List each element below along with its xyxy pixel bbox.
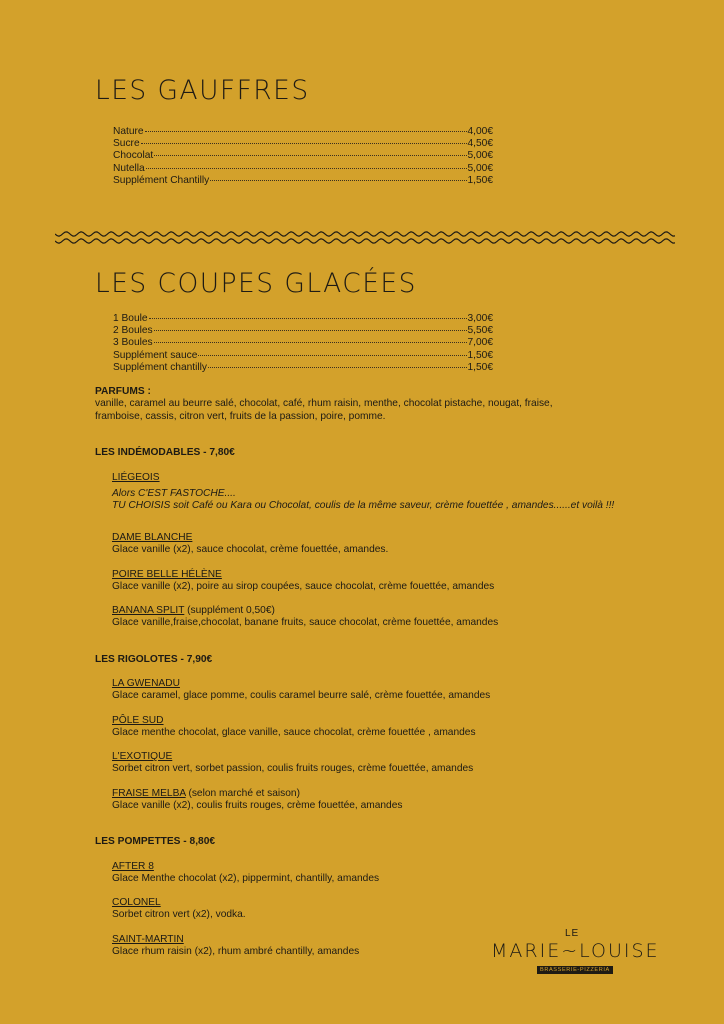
price-value: 5,50€ [467,325,493,337]
menu-item-dame-blanche [112,532,702,556]
parfums-line: vanille, caramel au beurre salé, chocolat, café, rhum raisin, menthe, chocolat pistache, nougat, fraise, [95,398,553,410]
item-name: BANANA SPLIT [112,605,185,616]
menu-item-colonel [112,897,702,921]
item-desc [112,500,702,512]
dot-leader [208,367,466,368]
item-desc: Sorbet citron vert (x2), vodka. [112,909,246,921]
pompettes-title: LES POMPETTES - 8,80€ [95,836,216,847]
item-name: FRAISE MELBA [112,788,186,799]
price-label: Supplément sauce [113,349,198,361]
price-value: 4,00€ [467,126,493,137]
price-row [113,337,493,349]
price-row [113,163,493,175]
item-desc-rest: soit Café ou Kara ou Chocolat, coulis de la même saveur, crème fouettée , amandes......et voilà !!! [170,500,615,512]
price-label: 1 Boule [113,313,148,324]
price-row [113,313,493,325]
item-desc: Glace Menthe chocolat (x2), pippermint, chantilly, amandes [112,873,380,885]
logo-tagline: BRASSERIE-PIZZERIA [537,966,613,974]
menu-item-after-8 [112,861,702,885]
price-value: 7,00€ [467,337,493,349]
parfums-title: PARFUMS : [95,386,151,397]
rigolotes-title: LES RIGOLOTES - 7,90€ [95,654,213,665]
dot-leader [146,168,467,169]
price-value: 5,00€ [467,162,493,174]
item-desc: Glace rhum raisin (x2), rhum ambré chantilly, amandes [112,946,360,958]
parfums-line: framboise, cassis, citron vert, fruits de la passion, poire, pomme. [95,410,386,422]
item-name: SAINT-MARTIN [112,934,184,945]
dot-leader [154,155,466,156]
item-name: POIRE BELLE HÉLÈNE [112,569,222,580]
price-label: Nature [113,126,144,137]
item-extra: (supplément 0,50€) [184,605,275,616]
item-name: LIÉGEOIS [112,472,160,483]
item-desc: Glace vanille (x2), poire au sirop coupées, sauce chocolat, crème fouettée, amandes [112,581,495,593]
price-value: 4,50€ [467,138,493,150]
item-desc: Glace vanille (x2), sauce chocolat, crème fouettée, amandes. [112,544,389,556]
price-row [113,138,493,150]
logo-le: LE [565,928,580,939]
price-row [113,126,493,138]
gauffres-price-list [113,126,493,187]
coupes-heading: LES COUPES GLACÉES [95,268,417,299]
menu-item-exotique [112,751,702,775]
indemodables-title: LES INDÉMODABLES - 7,80€ [95,447,235,458]
dot-leader [210,180,466,181]
item-desc: Alors C'EST FASTOCHE.... [112,488,236,500]
menu-item-poire-belle-helene [112,569,702,593]
price-value: 5,00€ [467,150,493,162]
item-desc: Glace vanille (x2), coulis fruits rouges, crème fouettée, amandes [112,800,403,812]
price-row [113,325,493,337]
coupes-price-list [113,313,493,374]
price-value: 3,00€ [467,313,493,324]
price-label: Nutella [113,162,145,174]
price-value: 1,50€ [467,174,493,186]
dot-leader [141,143,467,144]
menu-item-gwenadu [112,678,702,702]
menu-item-pole-sud [112,715,702,739]
menu-item-liegeois [112,472,702,513]
wave-divider [55,228,675,248]
dot-leader [145,131,467,132]
price-label: Supplément Chantilly [113,174,210,186]
price-label: 3 Boules [113,337,153,349]
price-label: Chocolat [113,150,154,162]
item-extra: (selon marché et saison) [185,788,300,799]
price-value: 1,50€ [467,349,493,361]
item-name: PÔLE SUD [112,715,164,726]
menu-item-fraise-melba [112,788,702,812]
price-row [113,175,493,187]
gauffres-heading: LES GAUFFRES [95,75,310,106]
menu-item-banana-split [112,605,702,629]
price-row [113,150,493,162]
price-label: 2 Boules [113,325,153,337]
item-name: LA GWENADU [112,678,180,689]
price-value: 1,50€ [467,361,493,373]
item-name: DAME BLANCHE [112,532,193,543]
price-label: Supplément chantilly [113,361,208,373]
item-desc: Glace caramel, glace pomme, coulis caramel beurre salé, crème fouettée, amandes [112,690,491,702]
dot-leader [154,330,467,331]
item-name: L'EXOTIQUE [112,751,173,762]
item-desc: Glace vanille,fraise,chocolat, banane fruits, sauce chocolat, crème fouettée, amandes [112,617,499,629]
item-desc-emphasis: TU CHOISIS [112,500,171,512]
item-desc: Glace menthe chocolat, glace vanille, sauce chocolat, crème fouettée , amandes [112,727,476,739]
restaurant-logo [486,928,666,978]
menu-item-saint-martin [112,934,472,958]
price-label: Sucre [113,138,140,150]
item-desc: Sorbet citron vert, sorbet passion, coulis fruits rouges, crème fouettée, amandes [112,763,474,775]
logo-wordmark: MARIE~LOUISE [491,940,660,962]
parfums-block [95,386,655,423]
item-name: COLONEL [112,897,161,908]
dot-leader [149,318,467,319]
price-row [113,350,493,362]
dot-leader [154,342,467,343]
item-name: AFTER 8 [112,861,154,872]
price-row [113,362,493,374]
dot-leader [198,355,466,356]
